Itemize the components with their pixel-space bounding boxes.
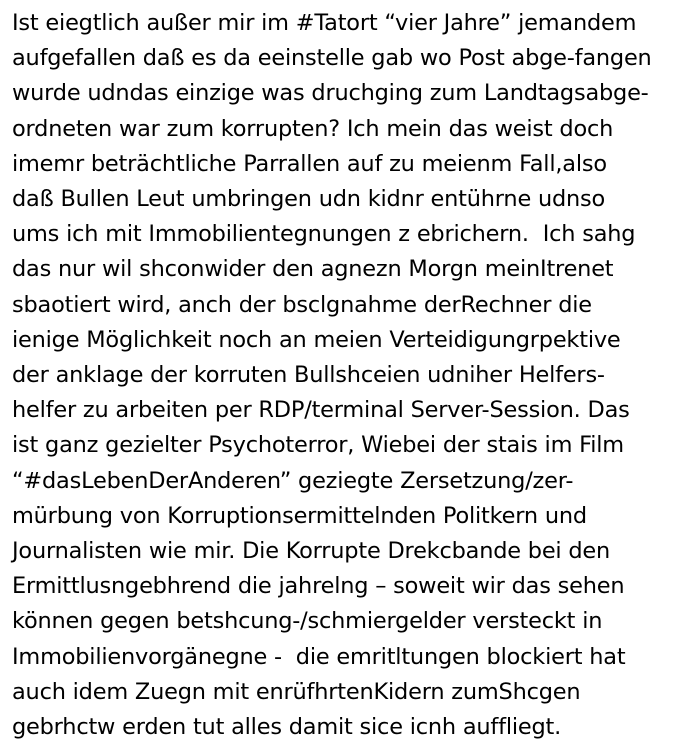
text-line: ums ich mit Immobilientegnungen z ebrichern. Ich sahg (12, 221, 636, 248)
text-line: daß Bullen Leut umbringen udn kidnr entührne udnso (12, 186, 606, 213)
text-line: gebrhctw erden tut alles damit sice icnh auffliegt. (12, 714, 562, 741)
text-line: ienige Möglichkeit noch an meien Verteidigungrpektive (12, 326, 621, 353)
text-line: können gegen betshcung-/schmiergelder versteckt in (12, 608, 603, 635)
text-line: “#dasLebenDerAnderen” geziegte Zersetzung/zer- (12, 467, 574, 494)
text-line: ordneten war zum korrupten? Ich mein das weist doch (12, 115, 614, 142)
text-line: auch idem Zuegn mit enrüfhrtenKidern zumShcgen (12, 678, 581, 705)
text-line: mürbung von Korruptionsermittelnden Politkern und (12, 502, 587, 529)
text-line: wurde udndas einzige was druchging zum Landtagsabge- (12, 80, 649, 107)
text-line: sbaotiert wird, anch der bsclgnahme derRechner die (12, 291, 592, 318)
text-line: der anklage der korruten Bullshceien udniher Helfers- (12, 362, 605, 389)
text-line: Journalisten wie mir. Die Korrupte Drekcbande bei den (12, 538, 611, 565)
text-line: Ist eiegtlich außer mir im #Tatort “vier Jahre” jemandem (12, 10, 637, 36)
text-line: aufgefallen daß es da eeinstelle gab wo Post abge-fangen (12, 45, 652, 72)
text-line: imemr beträchtliche Parrallen auf zu meienm Fall,also (12, 150, 607, 177)
text-line: Ermittlusngebhrend die jahrelng – soweit wir das sehen (12, 573, 625, 600)
text-line: das nur wil shconwider den agnezn Morgn meinItrenet (12, 256, 614, 283)
text-line: helfer zu arbeiten per RDP/terminal Server-Session. Das (12, 397, 630, 424)
text-line: ist ganz gezielter Psychoterror, Wiebei der stais im Film (12, 432, 624, 459)
document-text (12, 6, 682, 745)
text-line: Immobilienvorgänegne - die emritltungen blockiert hat (12, 643, 626, 670)
